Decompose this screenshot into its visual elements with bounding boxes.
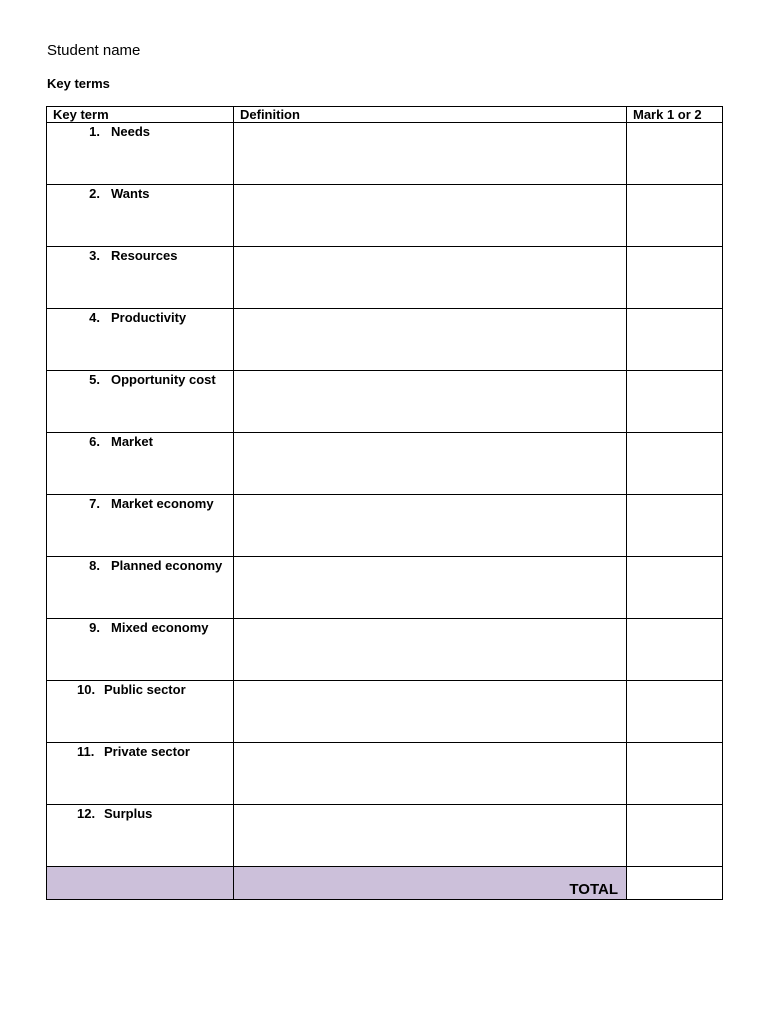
key-term: [47, 619, 233, 636]
key-term-number: 12.: [77, 806, 96, 821]
key-term-label: Surplus: [104, 806, 153, 821]
definition-cell[interactable]: [234, 433, 627, 495]
key-term-cell: [47, 247, 234, 309]
key-term-label: Market: [111, 434, 153, 449]
mark-cell[interactable]: [627, 185, 723, 247]
mark-cell[interactable]: [627, 681, 723, 743]
column-header-definition: Definition: [234, 107, 627, 123]
definition-cell[interactable]: [234, 371, 627, 433]
key-term: [47, 309, 233, 326]
mark-cell[interactable]: [627, 495, 723, 557]
table-row: [47, 123, 723, 185]
key-term-cell: [47, 681, 234, 743]
mark-cell[interactable]: [627, 371, 723, 433]
table-row: [47, 371, 723, 433]
key-term-label: Needs: [111, 124, 151, 139]
table-row: [47, 557, 723, 619]
mark-cell[interactable]: [627, 309, 723, 371]
key-term-cell: [47, 309, 234, 371]
table-row: [47, 185, 723, 247]
page-subheading: Key terms: [47, 76, 110, 91]
key-term: [47, 805, 233, 822]
key-term-cell: [47, 619, 234, 681]
key-term-label: Productivity: [111, 310, 187, 325]
mark-cell[interactable]: [627, 619, 723, 681]
mark-cell[interactable]: [627, 557, 723, 619]
key-term-label: Private sector: [104, 744, 190, 759]
definition-cell[interactable]: [234, 123, 627, 185]
key-term-label: Planned economy: [111, 558, 223, 573]
key-term: [47, 371, 233, 388]
mark-cell[interactable]: [627, 805, 723, 867]
key-term: [47, 681, 233, 698]
key-term-cell: [47, 805, 234, 867]
key-term-number: 3.: [89, 248, 100, 263]
table-row: [47, 619, 723, 681]
total-row-blank-cell: [47, 867, 234, 900]
key-term-cell: [47, 495, 234, 557]
key-term-number: 5.: [89, 372, 100, 387]
key-term-label: Mixed economy: [111, 620, 209, 635]
definition-cell[interactable]: [234, 185, 627, 247]
definition-cell[interactable]: [234, 247, 627, 309]
total-row: [47, 867, 723, 900]
key-term-number: 1.: [89, 124, 100, 139]
mark-cell[interactable]: [627, 433, 723, 495]
key-term-label: Opportunity cost: [111, 372, 216, 387]
key-term-number: 2.: [89, 186, 100, 201]
key-term-label: Wants: [111, 186, 150, 201]
key-term-number: 9.: [89, 620, 100, 635]
key-term-cell: [47, 185, 234, 247]
definition-cell[interactable]: [234, 557, 627, 619]
key-terms-table: [46, 106, 723, 900]
table-row: [47, 805, 723, 867]
key-term-cell: [47, 433, 234, 495]
key-term-label: Resources: [111, 248, 178, 263]
table-row: [47, 743, 723, 805]
key-term: [47, 743, 233, 760]
student-name-label: Student name: [47, 42, 141, 59]
key-term-cell: [47, 123, 234, 185]
key-term-cell: [47, 557, 234, 619]
column-header-mark: Mark 1 or 2: [627, 107, 723, 123]
key-term-number: 8.: [89, 558, 100, 573]
key-term: [47, 557, 233, 574]
table-header-row: [47, 107, 723, 123]
mark-cell[interactable]: [627, 123, 723, 185]
definition-cell[interactable]: [234, 805, 627, 867]
key-term: [47, 123, 233, 140]
table-row: [47, 433, 723, 495]
definition-cell[interactable]: [234, 681, 627, 743]
total-label: TOTAL: [569, 881, 618, 898]
total-label-cell: [234, 867, 627, 900]
table-row: [47, 247, 723, 309]
mark-cell[interactable]: [627, 247, 723, 309]
table-row: [47, 681, 723, 743]
definition-cell[interactable]: [234, 495, 627, 557]
key-term-label: Public sector: [104, 682, 186, 697]
key-term-number: 4.: [89, 310, 100, 325]
key-term: [47, 433, 233, 450]
key-term: [47, 495, 233, 512]
key-term-label: Market economy: [111, 496, 214, 511]
mark-cell[interactable]: [627, 743, 723, 805]
key-term-cell: [47, 371, 234, 433]
definition-cell[interactable]: [234, 309, 627, 371]
key-term-number: 6.: [89, 434, 100, 449]
key-term: [47, 247, 233, 264]
definition-cell[interactable]: [234, 743, 627, 805]
table-body: [47, 123, 723, 900]
key-term-number: 7.: [89, 496, 100, 511]
column-header-key-term: Key term: [47, 107, 234, 123]
key-term-number: 10.: [77, 682, 96, 697]
table-row: [47, 309, 723, 371]
definition-cell[interactable]: [234, 619, 627, 681]
key-term-number: 11.: [77, 744, 95, 759]
total-value-cell[interactable]: [627, 867, 723, 900]
key-term-cell: [47, 743, 234, 805]
table-row: [47, 495, 723, 557]
key-term: [47, 185, 233, 202]
